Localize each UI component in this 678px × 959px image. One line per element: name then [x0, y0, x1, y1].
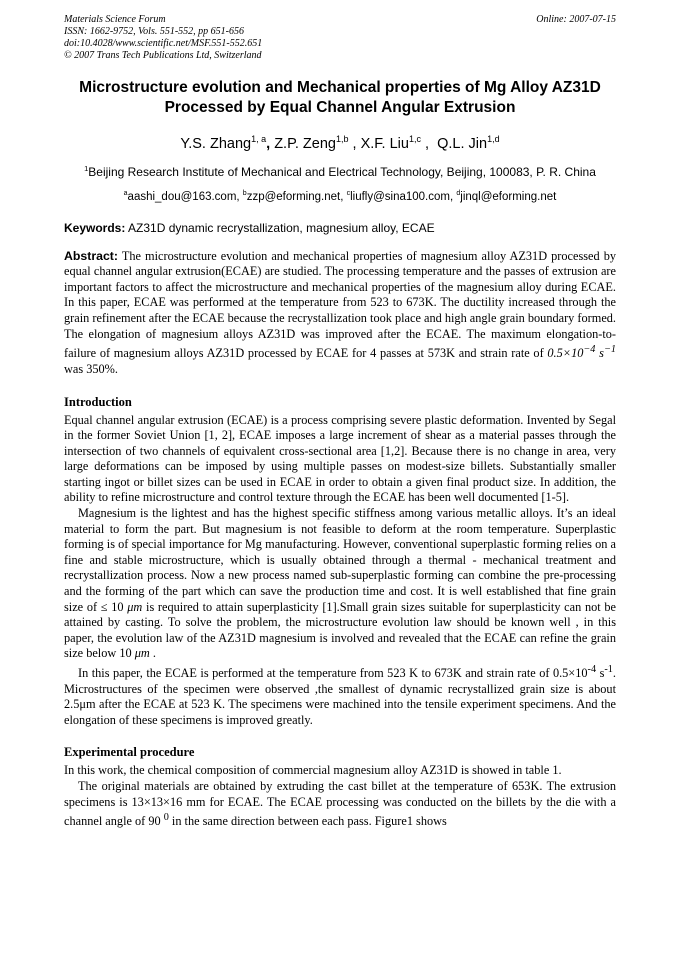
abstract-text: The microstructure evolution and mechanical properties of magnesium alloy AZ31D processed by equal channel angular extrusion(ECAE) are studied. The processing temperature and the passes of extrusion are important factors to affect the microstructure and mechanical properties of the magnesium alloy during ECAE. In this paper, ECAE was performed at the temperature from 523 to 673K. The ductility increased through the grain refinement after the ECAE because the recrystallization took place and high angle grain boundary formed. The elongation of magnesium alloys AZ31D was improved after the ECAE. The maximum elongation-to-failure of magnesium alloys AZ31D processed by ECAE for 4 passes at 573K and strain rate of [64, 248, 616, 361]
author-name: Q.L. Jin [437, 135, 488, 152]
keywords-label: Keywords: [64, 220, 126, 235]
author-sup: 1, a [251, 134, 267, 144]
email-link[interactable]: aashi_dou@163.com [127, 190, 237, 203]
abstract-text-end: was 350%. [64, 361, 118, 376]
doi-line: doi:10.4028/www.scientific.net/MSF.551-552.651 [64, 38, 263, 49]
journal-name: Materials Science Forum [64, 14, 166, 25]
keywords-text: AZ31D dynamic recrystallization, magnesium alloy, ECAE [128, 220, 435, 235]
paragraph-text: The original materials are obtained by extruding the cast billet at the temperature of 653K. The extrusion specimens is 13×13×16 mm for ECAE. The ECAE processing was conducted on the billets by the die with a channel angle of 90 [64, 779, 616, 829]
email-sup: a [123, 189, 128, 197]
strain-rate-unit: s [596, 666, 605, 681]
rate-exp: −4 [583, 344, 596, 356]
rate-unit: s [599, 346, 604, 361]
email-sup: b [242, 189, 247, 197]
strain-rate-exp: -4 [587, 664, 597, 675]
intro-paragraph-2 [64, 506, 616, 662]
copyright-line: © 2007 Trans Tech Publications Ltd, Switzerland [64, 50, 262, 61]
experimental-paragraph-2 [64, 779, 616, 830]
paper-page [64, 14, 616, 830]
paper-title: Microstructure evolution and Mechanical properties of Mg Alloy AZ31D Processed by Equal Channel Angular Extrusion [79, 79, 601, 116]
author-list: Y.S. Zhang$^{1, a}$, Z.P. Zeng$^{1,b}$ , X.F. Liu$^{1,c}$ , Q.L. Jin$^{1,d}$ [180, 134, 500, 152]
paragraph-text: in the same direction between each pass. Figure1 shows [168, 814, 447, 829]
paragraph-text: In this paper, the ECAE is performed at the temperature from 523 K to 673K and strain rate of [78, 666, 553, 681]
online-date: Online: 2007-07-15 [536, 14, 616, 25]
paragraph-text: . Microstructures of the specimen were observed ,the smallest of dynamic recrystallized grain size is about 2.5μm after the ECAE at 523 K. The specimens were machined into the tensile experiment specimens. And the elongation of these specimens is improved greatly. [64, 666, 616, 727]
abstract [64, 249, 616, 378]
strain-rate-unit-exp: -1 [604, 664, 613, 675]
issn-line: ISSN: 1662-9752, Vols. 551-552, pp 651-656 [64, 26, 244, 37]
paragraph-text: . [149, 646, 156, 661]
experimental-paragraph-1: In this work, the chemical composition of commercial magnesium alloy AZ31D is showed in table 1. [64, 763, 562, 778]
strain-rate [547, 346, 616, 360]
affiliation [64, 161, 616, 180]
email-link[interactable]: jinql@eforming.net [460, 190, 557, 203]
email-sup: c [346, 189, 351, 197]
email-sup: d [456, 189, 461, 197]
intro-paragraph-3 [64, 662, 616, 728]
email-link[interactable]: zzp@eforming.net [246, 190, 341, 203]
author-sup: 1,c [408, 134, 421, 144]
journal-header [64, 14, 616, 62]
grain-size-value: ≤ 10 [100, 599, 128, 614]
section-heading-introduction: Introduction [64, 394, 132, 409]
author-name: X.F. Liu [360, 135, 409, 152]
email-list: $^a$aashi_dou@163.com, $^b$zzp@eforming.net, $^c$liufly@sina100.com, $^d$jinql@eforming.net [123, 189, 557, 203]
unit-micrometer: μm [134, 646, 150, 661]
degree-sup: 0 [163, 812, 169, 824]
author-name: Z.P. Zeng [274, 135, 336, 152]
affiliation-text: Beijing Research Institute of Mechanical and Electrical Technology, Beijing, 100083, P. R. China [88, 164, 596, 179]
paragraph-text: is required to attain superplasticity [1].Small grain sizes suitable for superplasticity can not be attained by casting. To solve the problem, the microstructure evolution law should be known well , in this paper, the evolution law of the AZ31D magnesium is involved and revealed that the ECAE can refine the grain size below [64, 599, 616, 661]
affiliation-sup: 1 [84, 163, 89, 173]
author-sup: 1,d [487, 134, 500, 144]
grain-size-value: 10 [119, 646, 135, 661]
keywords [64, 221, 616, 236]
intro-paragraph-1: Equal channel angular extrusion (ECAE) is a process comprising severe plastic deformation. Invented by Segal in the former Soviet Union [1, 2], ECAE imposes a large increment of shear as a material passes through the intersection of two channels of equivalent cross-sectional area [1,2]. Because there is no change in area, very large deformations can be imposed by using multiple passes on modest-size billets. Substantially smaller starting ingot or billet sizes can be used in ECAE in order to obtain a given final product size. In addition, the ability to refine microstructure and control texture through the ECAE has been well documented [1-5]. [64, 412, 616, 505]
section-heading-experimental: Experimental procedure [64, 745, 195, 760]
unit-micrometer: μm [127, 599, 143, 614]
rate-unit-exp: −1 [603, 344, 616, 356]
abstract-label: Abstract: [64, 248, 118, 263]
author-name: Y.S. Zhang [180, 135, 252, 152]
email-link[interactable]: liufly@sina100.com [350, 190, 450, 203]
strain-rate-base: 0.5×10 [552, 666, 588, 681]
author-sup: 1,b [335, 134, 349, 144]
paragraph-text: Magnesium is the lightest and has the highest specific stiffness among various metallic alloys. It’s an ideal material to form the part. But magnesium is not feasible to deform at the room temperature. Superplastic forming is of special importance for Mg manufacturing. However, conventional superplastic forming relies on a fine and stable microstructure, which is usually obtained through a thermal - mechanical treatment and recrystallization process. Now a new process named sub-superplastic forming can combine the pre-processing and the forming of the part which can save the production time and cost. It is well established that fine grain size of [64, 506, 616, 614]
rate-base: 0.5×10 [547, 346, 584, 361]
